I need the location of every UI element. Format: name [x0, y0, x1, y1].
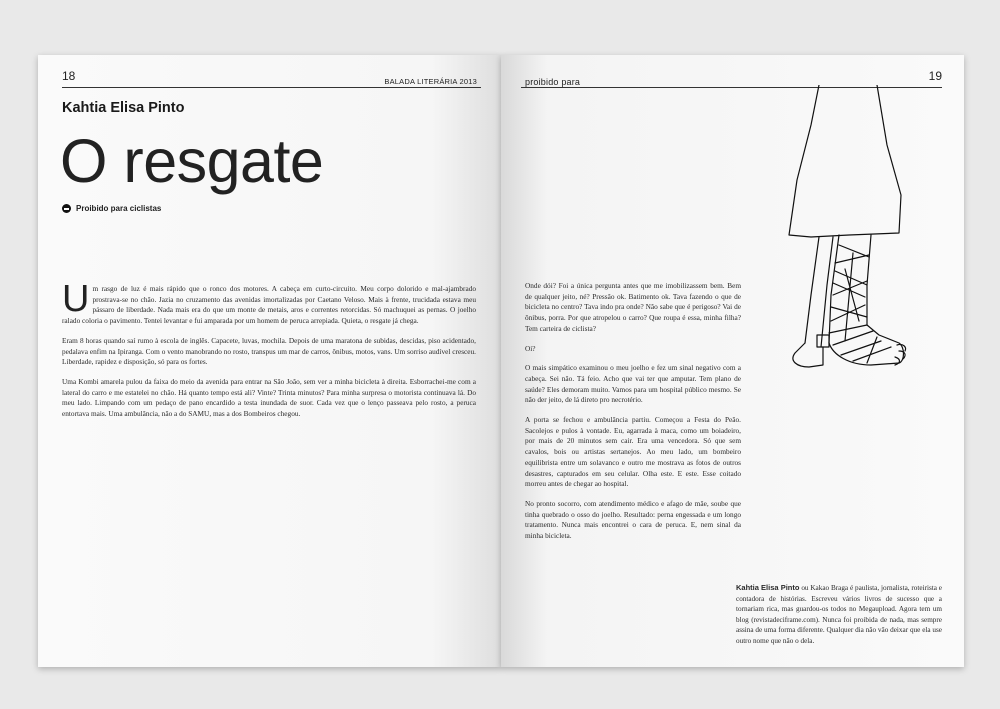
magazine-spread [38, 55, 964, 667]
paragraph: Eram 8 horas quando saí rumo à escola de inglês. Capacete, luvas, mochila. Depois de uma maratona de subidas, descidas, piso acidentado, pedalava enfim na Ipiranga. Com o vento manobrando no rosto, transpus um mar de carros, ônibus, motos, vans. Um sorriso audível cresceu. Liberdade, rapidez e disposição, só para os fortes. [62, 335, 476, 367]
drop-cap: U [62, 278, 90, 320]
bandaged-leg-illustration [749, 85, 949, 375]
author-name: Kahtia Elisa Pinto [62, 100, 185, 116]
running-header-right: proibido para [525, 77, 581, 87]
paragraph: Oi? [525, 343, 536, 353]
author-bio [736, 583, 942, 646]
header-rule-left [62, 87, 481, 88]
paragraph: O mais simpático examinou o meu joelho e fez um sinal negativo com a cabeça. Sei não. Tá feio. Acho que vai ter que amputar. Tem plano de saúde? Eles demoram muito. Vamos para um hospital público mesmo. Se não der jeito, de lá direto pro necrotério. [525, 363, 741, 405]
warning-text: Proibido para ciclistas [76, 204, 162, 213]
page-number-right: 19 [928, 69, 942, 83]
page-number-left: 18 [62, 69, 76, 83]
left-page [38, 55, 501, 667]
paragraph: A porta se fechou e ambulância partiu. Começou a Festa do Peão. Sacolejos e pulos à vontade. Eu, agarrada à maca, como um boiadeiro, por mais de 20 minutos sem cair. Era uma vencedora. Só que sem cavalos, bois ou artistas sertanejos. Ao meu lado, um bombeiro equilibrista entre um solavanco e outro me mostrava as fotos de outros desastres, capturados em seu celular. Olha este. E este. Esse coitado morreu antes de chegar ao hospital. [525, 415, 741, 489]
right-page [501, 55, 964, 667]
story-title: O resgate [60, 127, 324, 195]
paragraph: Onde dói? Foi a única pergunta antes que me imobilizassem bem. Bem de qualquer jeito, né? Pressão ok. Batimento ok. Tava fazendo o que de bicicleta no centro? Tava indo pra onde? Não sabe que é perigoso? Vai de ônibus, porra. Por que atropelou o carro? Que roupa é essa, minha filha? Tem carteira de ciclista? [525, 281, 741, 333]
paragraph: Um rasgo de luz é mais rápido que o ronco dos motores. A cabeça em curto-circuito. Meu corpo dolorido e mal-ajambrado prostrava-se no chão. Jazia no cruzamento das avenidas imortalizadas por Caetano Veloso. Mais à frente, trucidada estava meu pássaro de liberdade. Nada mais era do que um monte de metais, aros e correntes retorcidas. Só machuquei as pernas. O joelho ralado coloria o pavimento. Tentei levantar e fui amparada por um homem de peruca arrepiada. Quieta, o resgate já chega. [62, 278, 476, 326]
bio-author-name: Kahtia Elisa Pinto [736, 583, 800, 592]
prohibited-icon [62, 204, 71, 213]
running-header-left: BALADA LITERÁRIA 2013 [384, 77, 477, 86]
paragraph: No pronto socorro, com atendimento médico e afago de mãe, soube que tinha quebrado o osso do joelho. Resultado: perna engessada e um longo tratamento. Nunca mais encontrei o cara de peruca. E, nem sinal da minha bicicleta. [525, 498, 741, 541]
bio-text: ou Kakao Braga é paulista, jornalista, roteirista e contadora de histórias. Escreveu vários livros de sucesso que a tornariam rica, mas guardou-os todos no Megaupload. Agora tem um blog (revistadeciframe.com). Nunca foi proibida de nada, mas sempre assina de uma forma diferente. Qualquer dia não vão deixar que ela use outro nome que não o dela. [736, 584, 942, 645]
story-column-right [525, 281, 741, 551]
paragraph: Uma Kombi amarela pulou da faixa do meio da avenida para entrar na São João, sem ver a minha bicicleta à direita. Esborrachei-me com a lateral do carro e me estatelei no chão. Há quanto tempo está ali? Vinte? Trinta minutos? Para minha surpresa o motorista continuava lá. Do meu lado. Limpando com um pedaço de pano encardido a testa inundada de suor. Cada vez que o lenço passeava pelo rosto, a peruca entortava mais. Uma ambulância, não a do SAMU, mas a dos Bombeiros chegou. [62, 376, 476, 419]
warning-label [62, 204, 161, 213]
story-column-left [62, 278, 476, 429]
